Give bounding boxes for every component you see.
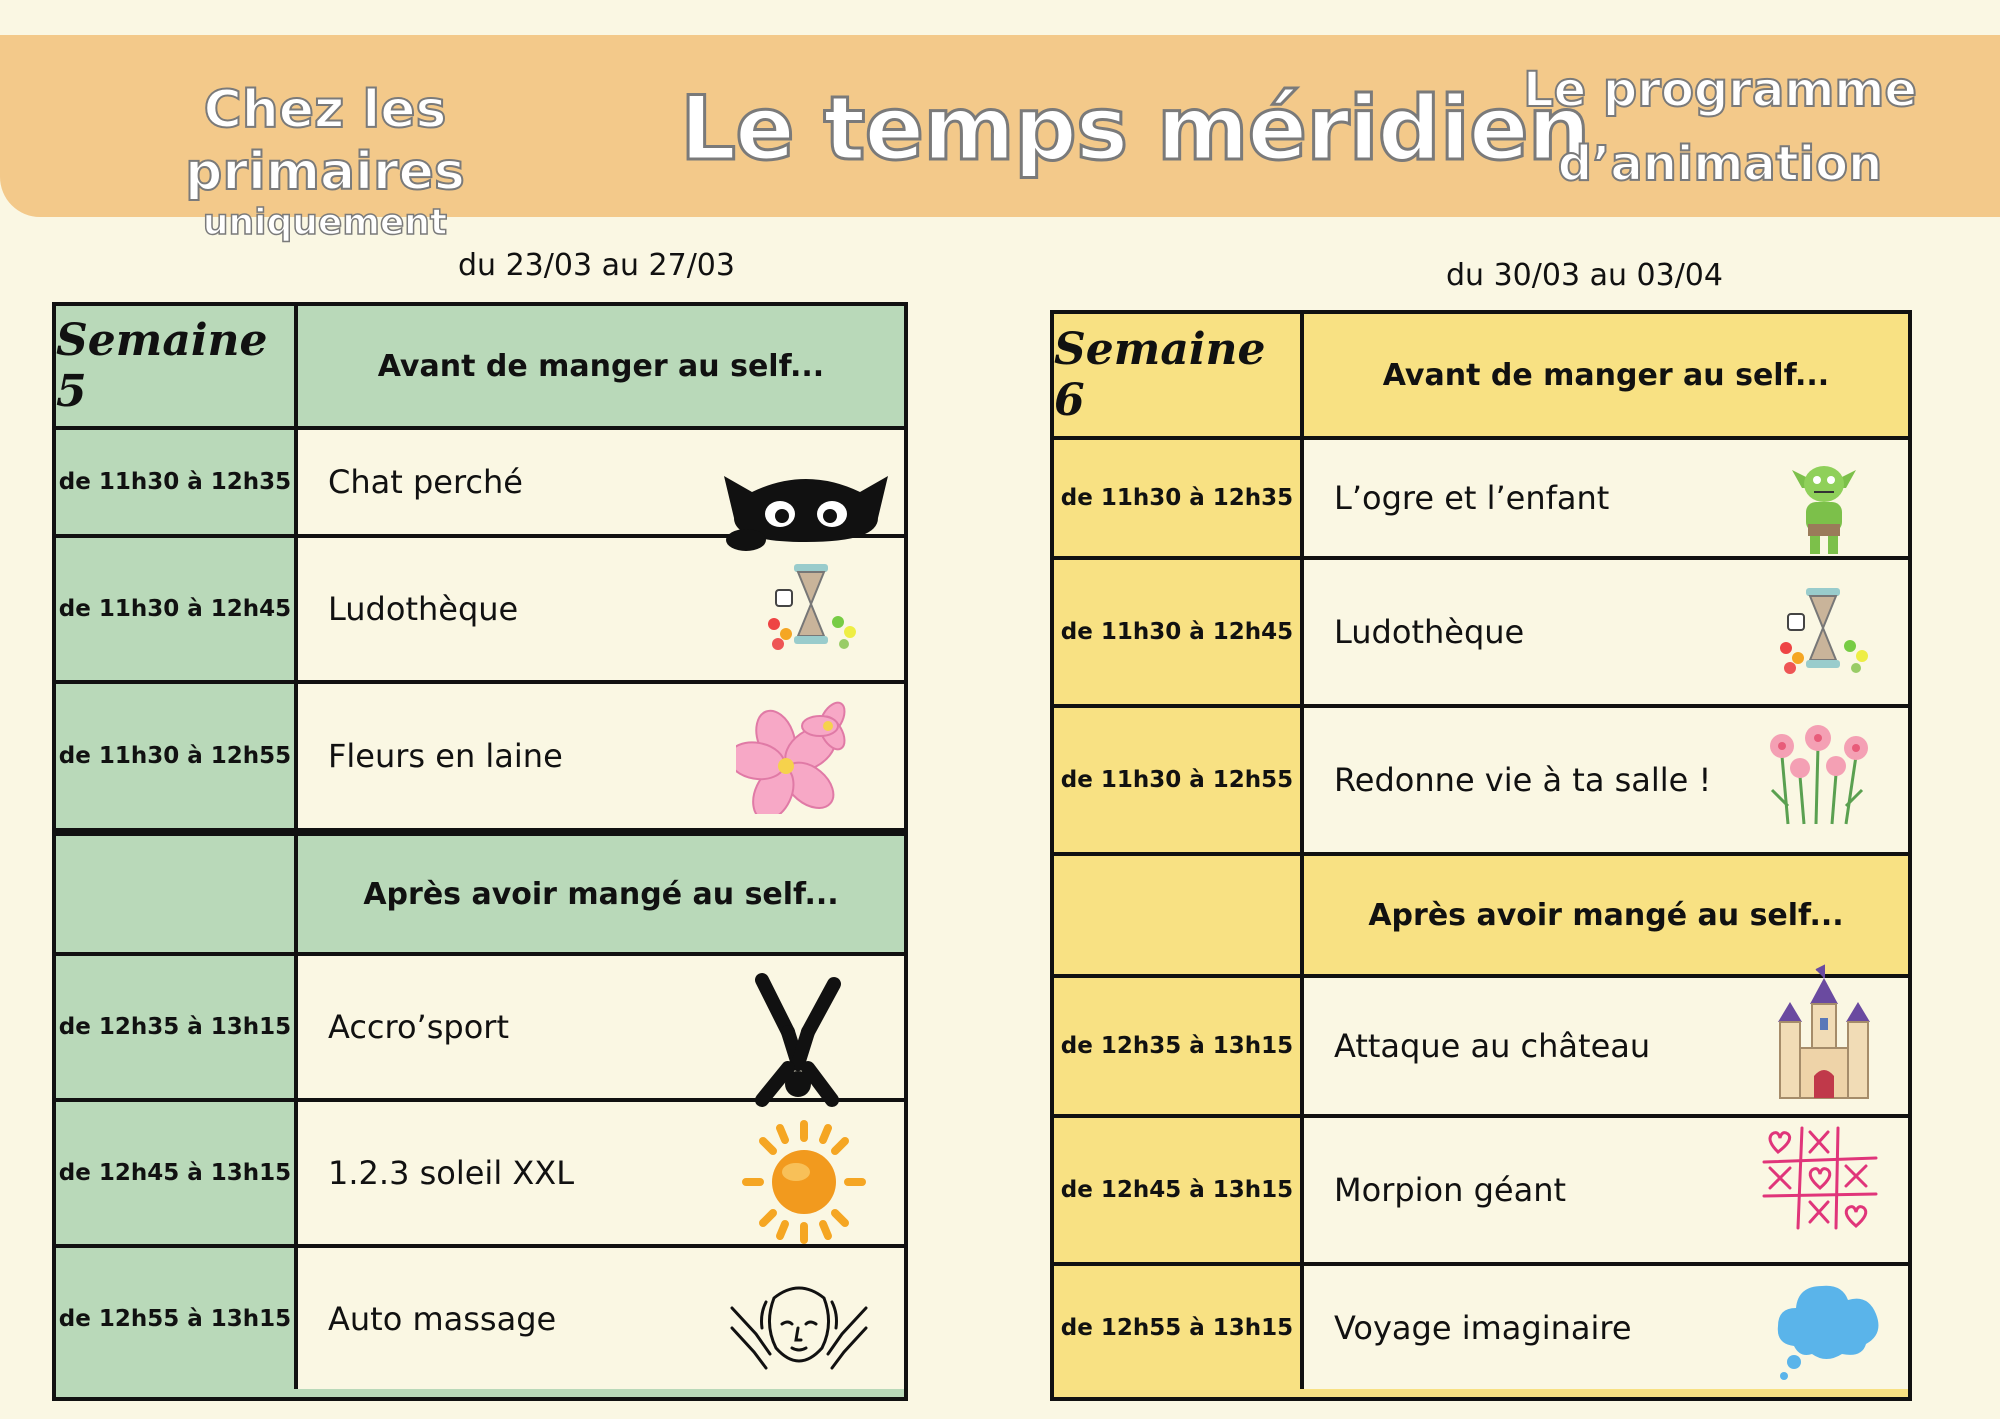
activity-name: 1.2.3 soleil XXL [298,1102,904,1244]
time-slot: de 12h35 à 13h15 [56,956,298,1098]
time-slot: de 12h35 à 13h15 [1054,978,1304,1114]
audience-line1: Chez les primaires [185,80,465,202]
week6-schedule [1050,310,1912,1401]
thought-cloud-icon [1772,1274,1884,1382]
activity-name: Ludothèque [298,538,904,680]
week5-schedule [52,302,908,1401]
audience-note [105,79,545,243]
week5-date-range: du 23/03 au 27/03 [458,248,735,283]
table-row [1054,436,1908,556]
activity-name: Ludothèque [1304,560,1908,704]
week5-label-cell [56,306,298,426]
hourglass-games-icon [1776,584,1876,680]
hourglass-games-icon [764,560,864,656]
empty-cell [1054,856,1304,974]
acrobat-icon [748,972,848,1108]
week6-header-row [1054,314,1908,436]
castle-icon [1774,964,1874,1100]
activity-name: L’ogre et l’enfant [1304,440,1908,556]
flower-icon [736,696,856,814]
activity-name: Auto massage [298,1248,904,1389]
program-line2: d’animation [1557,136,1883,192]
time-slot: de 12h45 à 13h15 [1054,1118,1304,1262]
time-slot: de 12h55 à 13h15 [1054,1266,1304,1389]
time-slot: de 11h30 à 12h35 [56,430,298,534]
week5-after-row [56,828,904,952]
week6-before-header: Avant de manger au self... [1382,357,1830,393]
time-slot: de 11h30 à 12h55 [56,684,298,828]
week6-label-cell [1054,314,1304,436]
activity-name: Chat perché [298,430,904,534]
program-line1: Le programme [1523,62,1917,118]
time-slot: de 11h30 à 12h55 [1054,708,1304,852]
cat-icon [718,462,894,554]
time-slot: de 11h30 à 12h35 [1054,440,1304,556]
tic-tac-toe-icon [1758,1122,1882,1234]
ogre-icon [1786,452,1862,558]
activity-name: Voyage imaginaire [1304,1266,1908,1389]
week6-after-row [1054,852,1908,974]
activity-name: Fleurs en laine [298,684,904,828]
time-slot: de 12h55 à 13h15 [56,1248,298,1389]
activity-name: Redonne vie à ta salle ! [1304,708,1908,852]
time-slot: de 11h30 à 12h45 [1054,560,1304,704]
week5-label: Semaine 5 [56,315,268,417]
week6-date-range: du 30/03 au 03/04 [1446,258,1723,293]
sun-icon [742,1120,866,1244]
week6-after-header: Après avoir mangé au self... [1368,897,1844,933]
time-slot: de 11h30 à 12h45 [56,538,298,680]
activity-name: Accro’sport [298,956,904,1098]
time-slot: de 12h45 à 13h15 [56,1102,298,1244]
empty-cell [56,836,298,952]
activity-name: Attaque au château [1304,978,1908,1114]
face-massage-icon [726,1278,872,1378]
audience-line2: uniquement [202,202,448,243]
week6-label: Semaine 6 [1054,324,1266,426]
header-banner [0,35,2000,243]
page-title: Le temps méridien [680,77,1590,180]
week5-after-header: Après avoir mangé au self... [363,876,839,912]
week5-before-header: Avant de manger au self... [377,348,825,384]
flowers-bunch-icon [1760,716,1876,828]
activity-name: Morpion géant [1304,1118,1908,1262]
week5-header-row [56,306,904,426]
program-subtitle [1520,53,1920,201]
